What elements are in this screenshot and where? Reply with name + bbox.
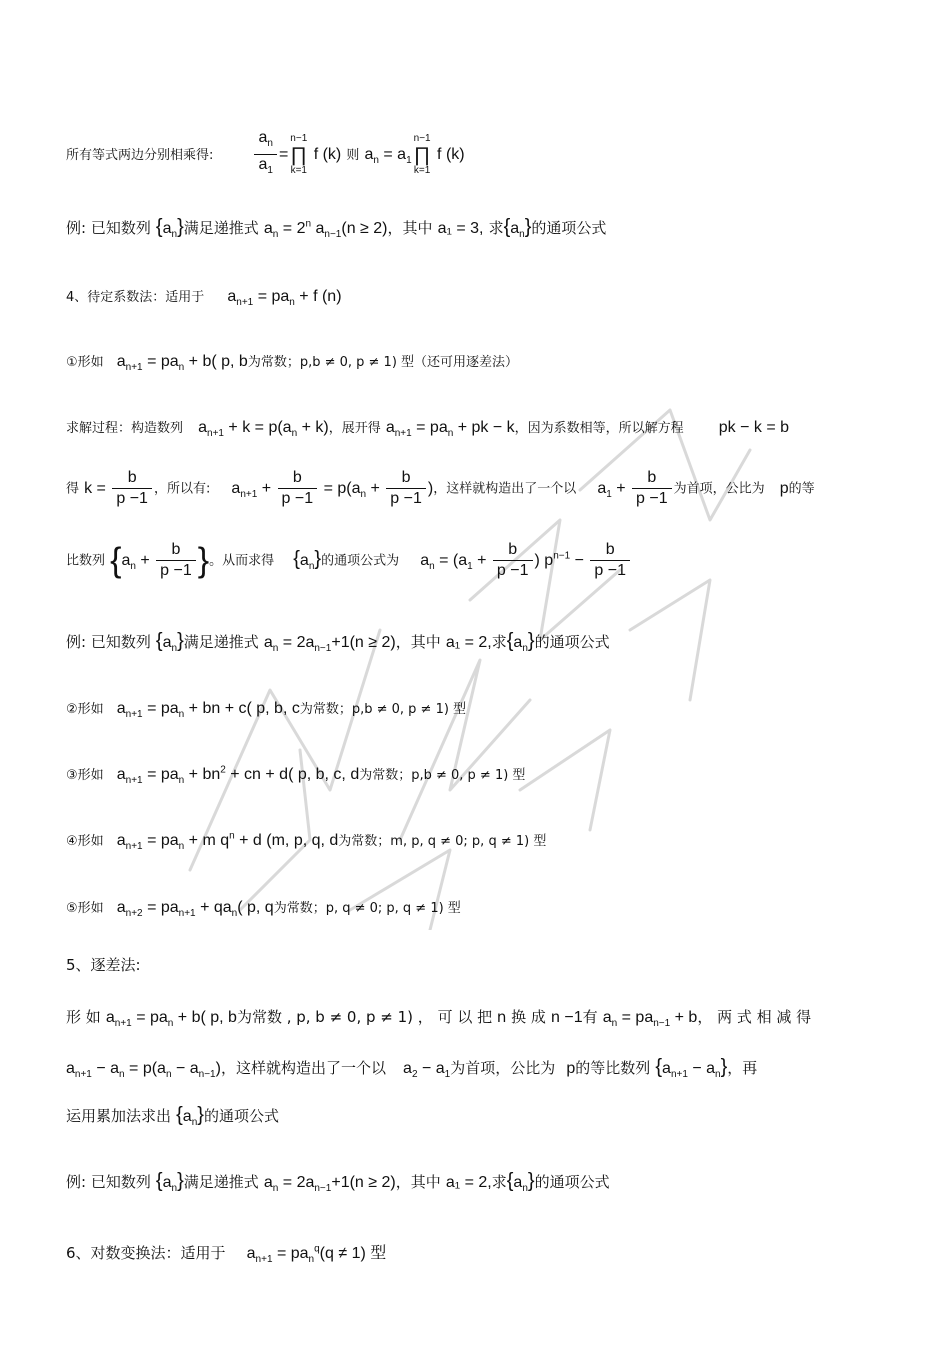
formula: $a_n = 2^n$ $a_{n-1}$ (263, 218, 342, 241)
line-text: 的等比数列 (575, 1059, 651, 1077)
line-text: 比数列 (66, 553, 106, 569)
line-text: ， 两 式 相 减 得 (697, 1008, 812, 1026)
formula: $a_{n+1} = pa_n + b$( p, b (116, 353, 248, 374)
case-3-line (66, 764, 890, 786)
line-text: 的通项公式 (203, 1107, 279, 1125)
sequence-symbol: $\{a_n\}$ (293, 547, 322, 572)
line-text: ，所以有: (153, 481, 211, 497)
line-text: 运用累加法求出 (66, 1107, 172, 1125)
initial-value: a₁ = 2, (445, 634, 492, 651)
line-text: ，其中 (387, 219, 433, 237)
line-text: ，展开得 (328, 421, 381, 436)
line-text: ，这样就构造出了一个以 (433, 481, 577, 497)
line-text: 的通项公式 (534, 633, 610, 651)
ratio-symbol: p (779, 479, 789, 497)
formula: $a_{n+1} = pa_n$ + bn + c( p, b, c (116, 700, 300, 721)
formula: $a_{n+1} = pa_n$ + pk − k (385, 419, 515, 440)
difference-result-line (66, 1056, 890, 1080)
line-text: 为常数；p,b ≠ 0, p ≠ 1) 型 (299, 702, 467, 717)
line-text: 则 (346, 147, 360, 163)
line-text: 为常数；p,b ≠ 0, p ≠ 1) 型（还可用逐差法） (247, 355, 519, 370)
formula: n −1 (551, 1009, 583, 1026)
line-text: 得 (66, 481, 80, 497)
case-label: ③形如 (66, 768, 104, 783)
line-text: 求 (491, 1173, 507, 1191)
solution-process-line (66, 417, 890, 439)
formula: pk − k = b (718, 419, 790, 436)
line-text: 满足递推式 (183, 1173, 259, 1191)
line-text: ，因为系数相等，所以解方程 (514, 421, 684, 436)
case-2-line (66, 698, 890, 720)
formula: $a_n = a_1$ n−1 ∏ k=1 f (k) (364, 132, 465, 176)
line-text: 满足递推式 (183, 219, 259, 237)
section-heading-6 (66, 1240, 890, 1265)
case-1-line (66, 351, 890, 373)
k-solution-line (66, 468, 890, 509)
ratio-symbol: p (566, 1060, 576, 1077)
example-line (66, 216, 890, 240)
line-text: 有 (582, 1008, 598, 1026)
example-label: 例: 已知数列 (66, 1173, 151, 1191)
product-result-line (66, 128, 890, 181)
line-text: 为常数；m, p, q ≠ 0; p, q ≠ 1) 型 (338, 834, 547, 849)
formula-condition: (n ≥ 2) (341, 220, 388, 237)
sequence-symbol: $\{a_n\}$ (176, 1104, 204, 1129)
line-text: 所有等式两边分别相乘得: (66, 147, 214, 163)
section-heading-4 (66, 286, 890, 308)
formula: $a_{n+1} = pa_n + b$( p, b (105, 1009, 237, 1030)
case-label: ④形如 (66, 834, 104, 849)
line-text: 的等 (788, 481, 815, 497)
case-4-line (66, 830, 890, 852)
formula: k = $\frac{b}{p -1}$ (84, 480, 154, 497)
formula: $a_{n+1} + k = p(a_n + k)$ (198, 419, 329, 440)
formula: $\{a_{n+1} - a_n\}$ (655, 1056, 728, 1081)
section-title: 4、待定系数法：适用于 (66, 290, 205, 305)
line-text: 为首项，公比为 (450, 1059, 556, 1077)
formula: $a_n = 2a_{n-1}$ (263, 634, 332, 655)
line-text: 的通项公式 (531, 219, 607, 237)
case-label: ①形如 (66, 355, 104, 370)
formula: $\frac{a_n}{a_1}$ = n−1 ∏ k=1 f (k) (252, 146, 341, 163)
geometric-sequence-line (66, 540, 890, 581)
sequence-symbol: $\{a_n\}$ (503, 216, 532, 241)
line-text: ，这样就构造出了一个以 (220, 1059, 386, 1077)
line-text: 的通项公式为 (321, 553, 400, 569)
example-line (66, 630, 890, 654)
formula: $a_{n+1} = pa_n + f$ (n) (227, 288, 342, 309)
formula-condition: +1(n ≥ 2) (331, 1174, 396, 1191)
formula: $a_n = 2a_{n-1}$ (263, 1174, 332, 1195)
case-label: ⑤形如 (66, 901, 104, 916)
formula: $a_{n+1} = pa_n + bn^2$ + cn + d( p, b, c, d (116, 764, 360, 787)
line-text: 求解过程：构造数列 (66, 421, 184, 436)
sequence-symbol: $\{a_n\}$ (155, 630, 184, 655)
accumulation-line (66, 1104, 890, 1128)
line-text: 。从而求得 (209, 553, 275, 569)
formula: $a_{n+1}$ + $\frac{b}{p -1}$ = $p(a_n$ + $\frac{b}{p -1}$ ) (231, 469, 434, 507)
line-text: ，其中 (395, 1173, 441, 1191)
line-text: (q ≠ 1) 型 (319, 1245, 387, 1262)
section-heading-5 (66, 954, 890, 975)
sequence-symbol: $\{a_n\}$ (155, 1170, 184, 1195)
formula: $a_n = pa_{n-1} + b$ (602, 1009, 698, 1030)
line-text: 满足递推式 (183, 633, 259, 651)
initial-value: a₁ = 2, (445, 1174, 492, 1191)
difference-method-line (66, 1006, 890, 1029)
formula: $a_1$ + $\frac{b}{p -1}$ (597, 480, 673, 497)
line-text: 的通项公式 (534, 1173, 610, 1191)
line-text: 求 (488, 219, 504, 237)
formula: $a_{n+1} - a_n = p(a_n - a_{n-1})$ (66, 1060, 221, 1081)
formula: $a_2 - a_1$ (403, 1060, 451, 1081)
example-label: 例: 已知数列 (66, 219, 151, 237)
formula: $a_{n+2} = pa_{n+1} + qa_n$( p, q (116, 899, 274, 920)
example-line (66, 1170, 890, 1194)
section-title: 6、对数变换法：适用于 (66, 1244, 226, 1262)
formula: $a_{n+1} = pa_n + m$ $q^n + d$ (m, p, q, d (116, 830, 339, 853)
sequence-symbol: $\{a_n\}$ (155, 216, 184, 241)
line-text: 为常数；p,b ≠ 0, p ≠ 1) 型 (359, 768, 526, 783)
example-label: 例: 已知数列 (66, 633, 151, 651)
line-text: ，其中 (395, 633, 441, 651)
formula-condition: +1(n ≥ 2) (331, 634, 396, 651)
line-text: 为首项，公比为 (673, 481, 765, 497)
case-label: ②形如 (66, 702, 104, 717)
formula: {$a_n$ + $\frac{b}{p -1}$ } (110, 541, 210, 579)
formula: $a_n = (a_1$ + $\frac{b}{p -1}$ ) $p^{n-1}$ − $\frac{b}{p -1}$ (420, 552, 632, 569)
line-text: 求 (491, 633, 507, 651)
line-text: 为常数；p, q ≠ 0; p, q ≠ 1) 型 (273, 901, 461, 916)
sequence-symbol: $\{a_n\}$ (506, 1170, 535, 1195)
line-text: 为常数 , p, b ≠ 0, p ≠ 1) ， 可 以 把 n 换 成 (236, 1008, 546, 1026)
section-title: 5、逐差法: (66, 956, 141, 974)
case-5-line (66, 897, 890, 919)
line-text: ，再 (727, 1059, 758, 1077)
sequence-symbol: $\{a_n\}$ (506, 630, 535, 655)
line-text: 形 如 (66, 1008, 101, 1026)
formula: $a_{n+1} = pa_n^q$ (246, 1243, 320, 1266)
initial-value: a₁ = 3, (437, 220, 484, 237)
